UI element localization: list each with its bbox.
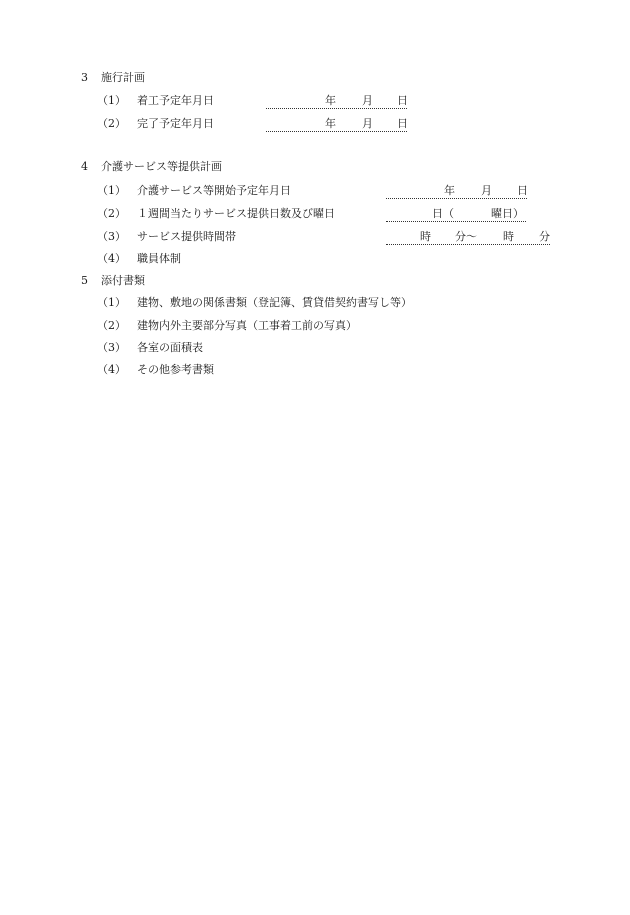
section-title: 添付書類 (101, 274, 145, 287)
weekday-unit: 曜日） (491, 207, 524, 220)
item-number: （3） (97, 230, 126, 243)
item-completion-date (0, 117, 630, 131)
hour-unit: 時 (503, 230, 514, 243)
section-title: 施行計画 (101, 71, 145, 84)
item-label: １週間当たりサービス提供日数及び曜日 (137, 207, 335, 220)
start-date-field[interactable] (266, 94, 407, 109)
item-weekly-days (0, 207, 630, 221)
item-number: （2） (97, 319, 126, 332)
item-property-documents (0, 296, 630, 310)
item-label: その他参考書類 (137, 363, 214, 376)
item-number: （4） (97, 363, 126, 376)
item-number: （3） (97, 341, 126, 354)
section-number: 5 (81, 274, 88, 287)
item-room-area-table (0, 341, 630, 355)
minute-unit: 分～ (455, 230, 477, 243)
section-title: 介護サービス等提供計画 (101, 160, 222, 173)
item-label: 完了予定年月日 (137, 117, 214, 130)
month-unit: 月 (362, 117, 373, 130)
item-number: （4） (97, 252, 126, 265)
item-number: （1） (97, 94, 126, 107)
year-unit: 年 (325, 94, 336, 107)
service-start-date-field[interactable] (386, 184, 527, 199)
section-3-heading (0, 71, 630, 85)
section-5-heading (0, 274, 630, 288)
day-unit: 日 (397, 117, 408, 130)
item-label: 着工予定年月日 (137, 94, 214, 107)
item-number: （1） (97, 296, 126, 309)
days-unit: 日（ (432, 207, 454, 220)
item-label: 建物、敷地の関係書類（登記簿、賃貸借契約書写し等） (137, 296, 412, 309)
item-number: （2） (97, 207, 126, 220)
year-unit: 年 (444, 184, 455, 197)
minute-unit: 分 (539, 230, 550, 243)
month-unit: 月 (481, 184, 492, 197)
item-service-hours (0, 230, 630, 244)
service-hours-field[interactable] (386, 230, 550, 245)
month-unit: 月 (362, 94, 373, 107)
item-label: 各室の面積表 (137, 341, 203, 354)
section-4-heading (0, 160, 630, 174)
hour-unit: 時 (420, 230, 431, 243)
completion-date-field[interactable] (266, 117, 407, 132)
item-start-date (0, 94, 630, 108)
day-unit: 日 (397, 94, 408, 107)
item-building-photos (0, 319, 630, 333)
item-number: （2） (97, 117, 126, 130)
weekly-days-field[interactable] (386, 207, 526, 222)
item-staffing (0, 252, 630, 266)
year-unit: 年 (325, 117, 336, 130)
section-number: 3 (81, 71, 88, 84)
item-other-documents (0, 363, 630, 377)
item-label: 介護サービス等開始予定年月日 (137, 184, 291, 197)
item-label: 建物内外主要部分写真（工事着工前の写真） (137, 319, 357, 332)
day-unit: 日 (517, 184, 528, 197)
item-service-start-date (0, 184, 630, 198)
item-label: 職員体制 (137, 252, 181, 265)
section-number: 4 (81, 160, 88, 173)
item-number: （1） (97, 184, 126, 197)
item-label: サービス提供時間帯 (137, 230, 236, 243)
